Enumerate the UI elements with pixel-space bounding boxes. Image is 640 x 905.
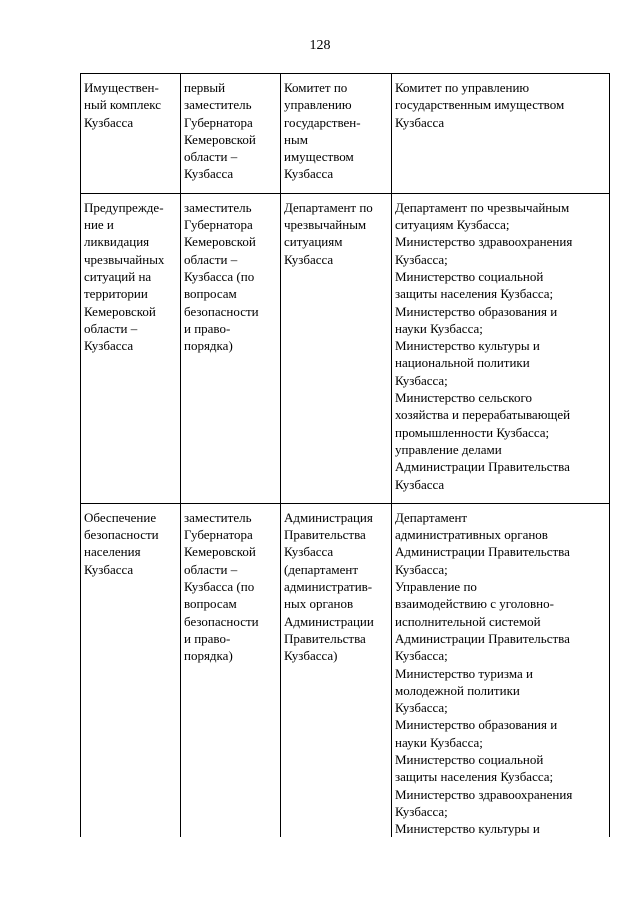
cell-line: и право- [184,320,231,336]
cell-line: и право- [184,630,231,646]
cell-line: Департамент по [284,199,373,215]
table-row [81,74,610,194]
cell-line: Кузбасса; [395,561,448,577]
participants-cell [392,193,610,503]
cell-line: вопросам [184,596,237,612]
cell-line: Кузбасса (по [184,579,255,595]
cell-line: Управление по [395,579,477,595]
cell-line: Кузбасса [184,166,234,182]
cell-line: науки Кузбасса; [395,320,483,336]
cell-line: Министерство здравоохранения [395,786,573,802]
cell-line: молодежной политики [395,682,520,698]
cell-line: Обеспечение [84,509,157,525]
participants-cell [392,74,610,194]
cell-line: национальной политики [395,355,530,371]
cell-line: государствен- [284,114,361,130]
cell-line: области – [184,251,238,267]
cell-line: государственным имуществом [395,97,565,113]
cell-line: защиты населения Кузбасса; [395,769,554,785]
cell-line: Администрации Правительства [395,630,570,646]
cell-line: Правительства [284,527,366,543]
coordinating-body-cell [281,193,392,503]
cell-line: Кемеровской [184,234,256,250]
cell-line: Кузбасса [284,544,334,560]
cell-line: Комитет по [284,80,348,95]
cell-line: Министерство социальной [395,751,544,767]
table-row [81,503,610,837]
cell-line: (департамент [284,561,359,577]
cell-line: Имуществен- [84,80,159,95]
responsibility-table [80,73,610,837]
cell-line: Губернатора [184,217,253,233]
cell-line: Кузбасса) [284,648,338,664]
cell-line: Министерство туризма и [395,665,533,681]
cell-line: первый [184,80,226,95]
cell-line: чрезвычайных [84,251,165,267]
cell-line: административных органов [395,527,548,543]
cell-line: Предупрежде- [84,199,164,215]
cell-line: административ- [284,579,373,595]
cell-line: области – [184,149,238,165]
cell-line: Кузбасса [84,338,134,354]
cell-line: Министерство образования и [395,303,558,319]
cell-line: Министерство культуры и [395,338,540,354]
cell-line: ликвидация [84,234,150,250]
cell-line: безопасности [184,613,259,629]
cell-line: Министерство культуры и [395,821,540,837]
cell-line: порядка) [184,648,233,664]
cell-line: Кузбасса [395,114,445,130]
cell-line: Администрации Правительства [395,459,570,475]
cell-line: хозяйства и перерабатывающей [395,407,571,423]
cell-line: промышленности Кузбасса; [395,424,550,440]
cell-line: ситуациям Кузбасса; [395,217,510,233]
cell-line: ный комплекс [84,97,162,113]
cell-line: взаимодействию с уголовно- [395,596,554,612]
responsible-official-cell [181,503,281,837]
cell-line: Администрации Правительства [395,544,570,560]
cell-line: Кузбасса [284,166,334,182]
cell-line: заместитель [184,509,252,525]
coordinating-body-cell [281,503,392,837]
cell-line: вопросам [184,286,237,302]
cell-line: ситуациям [284,234,343,250]
area-cell [81,503,181,837]
table-row [81,193,610,503]
cell-line: Департамент по чрезвычайным [395,199,570,215]
cell-line: Кузбасса; [395,372,448,388]
cell-line: области – [84,320,138,336]
cell-line: ным [284,131,308,147]
cell-line: безопасности [84,527,159,543]
responsible-official-cell [181,193,281,503]
cell-line: имуществом [284,149,354,165]
cell-line: науки Кузбасса; [395,734,483,750]
cell-line: Кузбасса [84,114,134,130]
cell-line: Губернатора [184,114,253,130]
cell-line: населения [84,544,141,560]
cell-line: Кемеровской [184,544,256,560]
cell-line: Кузбасса [395,476,445,492]
cell-line: Правительства [284,630,366,646]
page-number: 128 [309,38,331,53]
cell-line: Департамент [395,509,468,525]
cell-line: исполнительной системой [395,613,541,629]
cell-line: заместитель [184,97,252,113]
cell-line: Губернатора [184,527,253,543]
cell-line: Министерство здравоохранения [395,234,573,250]
cell-line: заместитель [184,199,252,215]
cell-line: Комитет по управлению [395,80,530,95]
cell-line: Кемеровской [84,303,156,319]
area-cell [81,74,181,194]
cell-line: защиты населения Кузбасса; [395,286,554,302]
cell-line: ситуаций на [84,268,152,284]
cell-line: Кузбасса; [395,648,448,664]
cell-line: Министерство сельского [395,390,532,406]
cell-line: Министерство социальной [395,268,544,284]
cell-line: ных органов [284,596,354,612]
cell-line: Кузбасса [84,561,134,577]
cell-line: чрезвычайным [284,217,367,233]
cell-line: Администрации [284,613,374,629]
cell-line: Кузбасса (по [184,268,255,284]
cell-line: безопасности [184,303,259,319]
cell-line: Кузбасса; [395,803,448,819]
cell-line: Кемеровской [184,131,256,147]
cell-line: Министерство образования и [395,717,558,733]
area-cell [81,193,181,503]
participants-cell [392,503,610,837]
cell-line: области – [184,561,238,577]
cell-line: территории [84,286,148,302]
cell-line: ние и [84,217,114,233]
coordinating-body-cell [281,74,392,194]
cell-line: управление делами [395,441,502,457]
cell-line: Кузбасса; [395,700,448,716]
cell-line: управлению [284,97,352,113]
responsible-official-cell [181,74,281,194]
cell-line: порядка) [184,338,233,354]
cell-line: Администрация [284,509,373,525]
cell-line: Кузбасса [284,251,334,267]
cell-line: Кузбасса; [395,251,448,267]
